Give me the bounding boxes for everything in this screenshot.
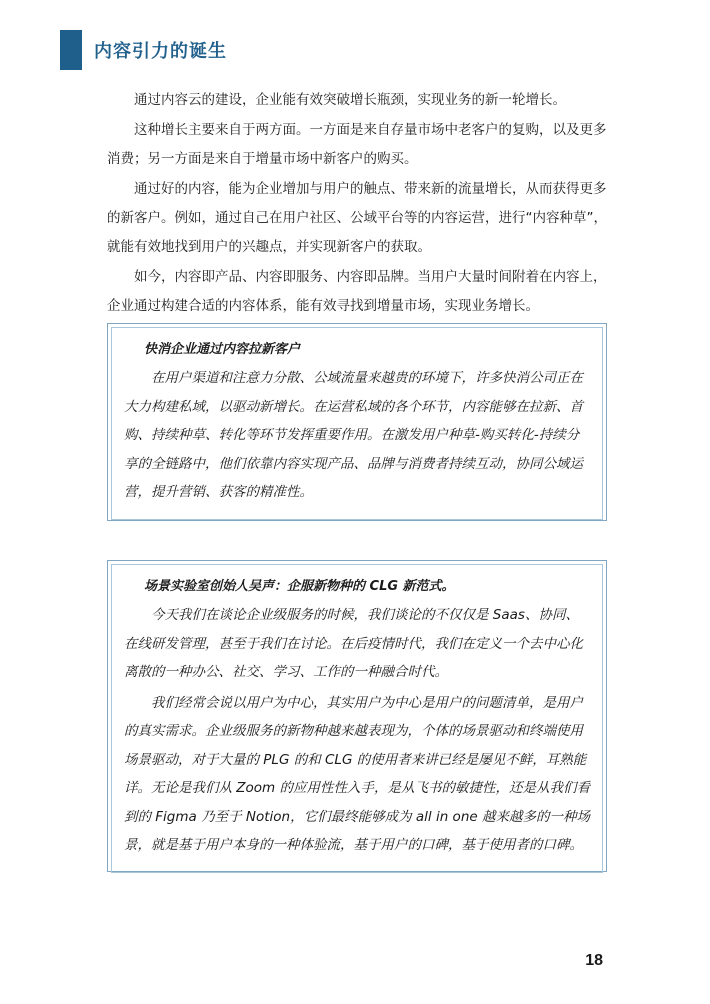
page-number: 18 bbox=[585, 952, 603, 969]
page-title: 内容引力的诞生 bbox=[94, 41, 227, 62]
case-box-fmcg bbox=[107, 323, 607, 521]
case-paragraph: 在用户渠道和注意力分散、公域流量来越贵的环境下，许多快消公司正在大力构建私域，以驱动新增长。在运营私域的各个环节，内容能够在拉新、首购、持续种草、转化等环节发挥重要作用。在激发用户种草-购买转化-持续分享的全链路中，他们依靠内容实现产品、品牌与消费者持续互动，协同公域运营，提升营销、获客的精准性。 bbox=[124, 370, 583, 500]
case-paragraph: 我们经常会说以用户为中心，其实用户为中心是用户的问题清单，是用户的真实需求。企业级服务的新物种越来越表现为，个体的场景驱动和终端使用场景驱动，对于大量的 PLG 的和 CLG 的使用者来讲已经是屡见不鲜，耳熟能详。无论是我们从 Zoom 的应用性性入手，是从飞书的敏捷性，还是从我们看到的 Figma 乃至于 Notion，它们最终能够成为 all in one 越来越多的一种场景，就是基于用户本身的一种体验流，基于用户的口碑，基于使用者的口碑。 bbox=[124, 694, 590, 853]
header-accent-bar bbox=[60, 30, 82, 70]
case-title: 快消企业通过内容拉新客户 bbox=[144, 342, 301, 357]
case-title: 场景实验室创始人吴声：企服新物种的 CLG 新范式。 bbox=[144, 579, 455, 594]
case-paragraph: 今天我们在谈论企业级服务的时候，我们谈论的不仅仅是 Saas、协同、在线研发管理，甚至于我们在讨论。在后疫情时代，我们在定义一个去中心化离散的一种办公、社交、学习、工作的一种融合时代。 bbox=[124, 607, 583, 680]
body-paragraph: 通过好的内容，能为企业增加与用户的触点、带来新的流量增长，从而获得更多的新客户。例如，通过自己在用户社区、公域平台等的内容运营，进行“内容种草”，就能有效地找到用户的兴趣点，并实现新客户的获取。 bbox=[107, 181, 607, 255]
body-text bbox=[107, 86, 607, 322]
case-box-clg bbox=[107, 560, 607, 872]
case-text bbox=[124, 601, 590, 860]
body-paragraph: 通过内容云的建设，企业能有效突破增长瓶颈，实现业务的新一轮增长。 bbox=[134, 92, 566, 108]
case-box-inner bbox=[111, 327, 603, 520]
case-box-inner bbox=[111, 564, 603, 873]
body-paragraph: 这种增长主要来自于两方面。一方面是来自存量市场中老客户的复购，以及更多消费；另一方面是来自于增量市场中新客户的购买。 bbox=[107, 122, 607, 167]
section-header bbox=[60, 30, 227, 70]
body-paragraph: 如今，内容即产品、内容即服务、内容即品牌。当用户大量时间附着在内容上，企业通过构建合适的内容体系，能有效寻找到增量市场，实现业务增长。 bbox=[107, 269, 607, 314]
case-text bbox=[124, 364, 590, 507]
